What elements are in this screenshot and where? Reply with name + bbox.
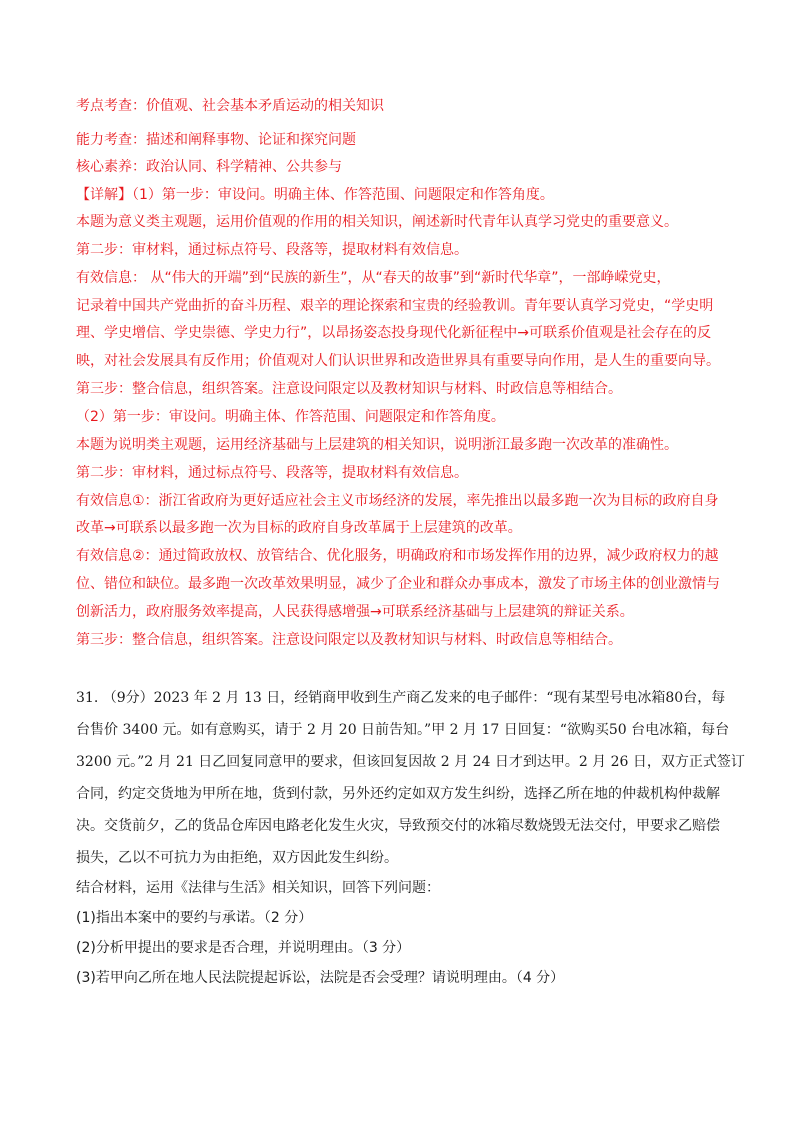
analysis-line: 第二步：审材料，通过标点符号、段落等，提取材料有效信息。 [76, 242, 468, 258]
question-31-material-line: 3200 元。”2 月 21 日乙回复同意甲的要求，但该回复因故 2 月 24 日才到达甲。2 月 26 日，双方正式签订 [76, 754, 745, 770]
analysis-line-ability: 能力考查：描述和阐释事物、论证和探究问题 [76, 132, 356, 148]
question-31-material-line: 合同，约定交货地为甲所在地，货到付款，另外还约定如双方发生纠纷，选择乙所在地的仲裁机构仲裁解 [76, 786, 720, 802]
analysis-line: 有效信息： 从“伟大的开端”到“民族的新生”，从“春天的故事”到“新时代华章”，一部峥嵘党史， [76, 270, 671, 286]
analysis-line: 第三步：整合信息，组织答案。注意设问限定以及教材知识与材料、时政信息等相结合。 [76, 632, 622, 648]
analysis-line: 位、错位和缺位。最多跑一次改革效果明显，减少了企业和群众办事成本，激发了市场主体的创业激情与 [76, 576, 720, 592]
sub-question-2: (2)分析甲提出的要求是否合理，并说明理由。（3 分） [76, 940, 411, 956]
analysis-line: 记录着中国共产党曲折的奋斗历程、艰辛的理论探索和宝贵的经验教训。青年要认真学习党史，“学史明 [76, 298, 714, 314]
analysis-line: 第三步：整合信息，组织答案。注意设问限定以及教材知识与材料、时政信息等相结合。 [76, 381, 622, 397]
sub-question-1: (1)指出本案中的要约与承诺。（2 分） [76, 910, 313, 926]
question-31-material-line: 台售价 3400 元。如有意购买，请于 2 月 20 日前告知。”甲 2 月 17 日回复：“欲购买50 台电冰箱，每台 [76, 722, 730, 738]
analysis-line: 改革→可联系以最多跑一次为目标的政府自身改革属于上层建筑的改革。 [76, 520, 522, 536]
question-31-material-line: 31. （9分）2023 年 2 月 13 日，经销商甲收到生产商乙发来的电子邮件：“现有某型号电冰箱80台，每 [76, 690, 726, 706]
analysis-line-detail-q1-step1: 【详解】（1）第一步：审设问。明确主体、作答范围、问题限定和作答角度。 [76, 187, 554, 203]
analysis-line: 理、学史增信、学史崇德、学史力行”，以昂扬姿态投身现代化新征程中→可联系价值观是社会存在的反 [76, 325, 711, 341]
sub-question-3: (3)若甲向乙所在地人民法院提起诉讼，法院是否会受理？请说明理由。（4 分） [76, 970, 565, 986]
analysis-line-exam-point: 考点考查：价值观、社会基本矛盾运动的相关知识 [76, 98, 384, 114]
analysis-line-q2-step1: （2）第一步：审设问。明确主体、作答范围、问题限定和作答角度。 [76, 409, 505, 425]
analysis-line: 有效信息①：浙江省政府为更好适应社会主义市场经济的发展，率先推出以最多跑一次为目标的政府自身 [76, 493, 719, 509]
analysis-line: 有效信息②：通过简政放权、放管结合、优化服务，明确政府和市场发挥作用的边界，减少政府权力的越 [76, 548, 719, 564]
analysis-line: 映，对社会发展具有反作用；价值观对人们认识世界和改造世界具有重要导向作用，是人生的重要向导。 [76, 353, 720, 369]
analysis-line-literacy: 核心素养：政治认同、科学精神、公共参与 [76, 159, 342, 175]
question-31-prompt: 结合材料，运用《法律与生活》相关知识，回答下列问题： [76, 880, 440, 896]
analysis-line: 创新活力，政府服务效率提高，人民获得感增强→可联系经济基础与上层建筑的辩证关系。 [76, 604, 634, 620]
analysis-line: 本题为意义类主观题，运用价值观的作用的相关知识，阐述新时代青年认真学习党史的重要意义。 [76, 214, 678, 230]
question-31-material-line: 损失，乙以不可抗力为由拒绝，双方因此发生纠纷。 [76, 850, 398, 866]
question-31-material-line: 决。交货前夕，乙的货品仓库因电路老化发生火灾，导致预交付的冰箱尽数烧毁无法交付，甲要求乙赔偿 [76, 818, 720, 834]
analysis-line: 第二步：审材料，通过标点符号、段落等，提取材料有效信息。 [76, 465, 468, 481]
analysis-line: 本题为说明类主观题，运用经济基础与上层建筑的相关知识，说明浙江最多跑一次改革的准确性。 [76, 437, 678, 453]
